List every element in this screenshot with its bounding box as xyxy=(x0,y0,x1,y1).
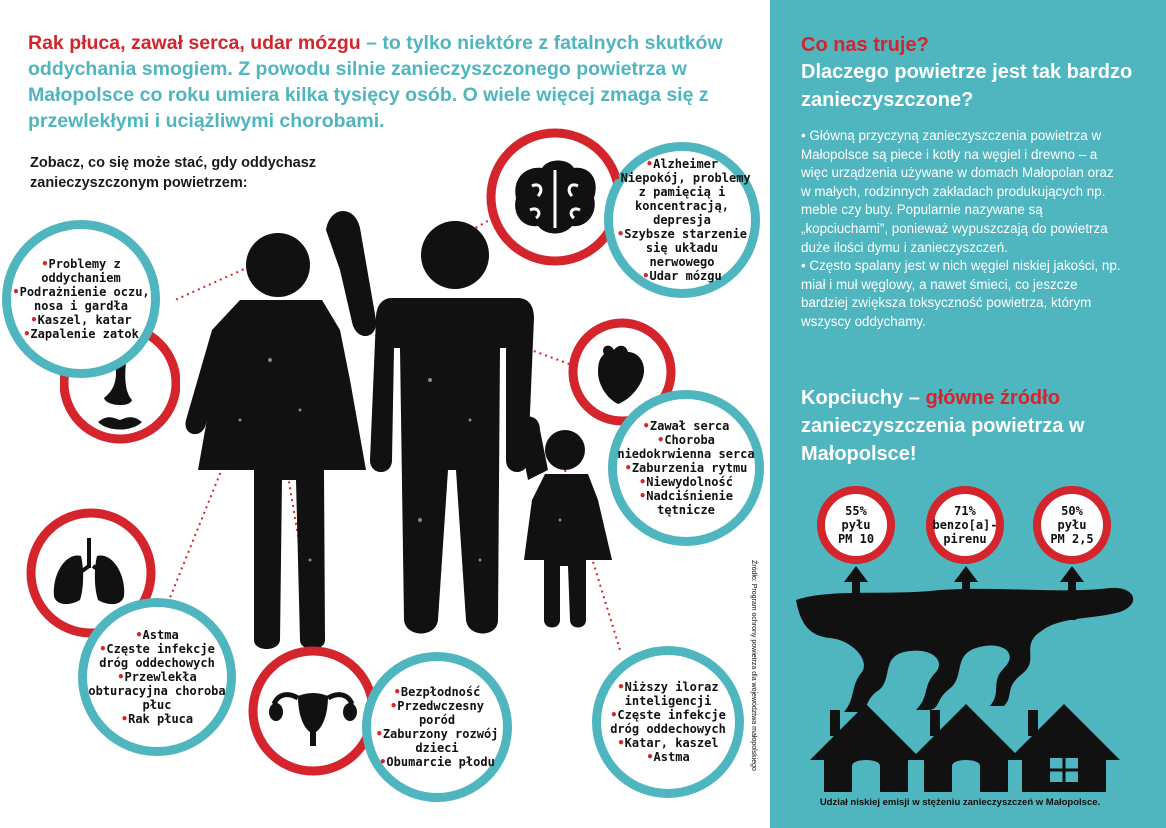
effect-heart-1: • Zawał serca xyxy=(643,419,730,433)
effect-child-4: • Astma xyxy=(646,750,689,764)
effect-child-1: • Niższy iloraz inteligencji xyxy=(601,680,735,708)
effect-brain-1: • Alzheimer xyxy=(646,157,718,171)
effect-brain-4: • Udar mózgu xyxy=(642,269,721,283)
effect-nose-1: • Problemy z oddychaniem xyxy=(11,257,151,285)
effects-brain xyxy=(604,142,760,298)
kop-white-2: zanieczyszczenia powietrza w Małopolsce! xyxy=(801,415,1085,465)
share-pm25-pct: 50% xyxy=(1061,504,1083,518)
effect-uterus-4: • Obumarcie płodu xyxy=(379,755,495,769)
effect-brain-2: • Niepokój, problemy z pamięcią i koncentracją, depresja xyxy=(613,171,751,227)
brain-icon xyxy=(486,128,624,266)
share-pm10-l2: PM 10 xyxy=(837,532,875,546)
effect-lungs-3: • Przewlekła obturacyjna choroba płuc xyxy=(87,670,227,712)
effect-brain-3: • Szybsze starzenie się układu nerwowego xyxy=(613,227,751,269)
share-bap-l2: pirenu xyxy=(943,532,987,546)
kop-white-1: Kopciuchy – xyxy=(801,387,926,409)
panel-question: Dlaczego powietrze jest tak bardzo zanieczyszczone? xyxy=(801,61,1133,111)
effect-nose-3: • Kaszel, katar xyxy=(30,313,131,327)
panel-bullets xyxy=(801,127,1126,332)
kopciuchy-heading xyxy=(801,384,1141,468)
effects-heart xyxy=(608,390,764,546)
headline-highlight: Rak płuca, zawał serca, udar mózgu xyxy=(28,32,361,54)
share-pm25-l2: PM 2,5 xyxy=(1050,532,1094,546)
effect-lungs-1: • Astma xyxy=(135,628,178,642)
effect-nose-2: • Podrażnienie oczu, nosa i gardła xyxy=(11,285,151,313)
smoke-cloud xyxy=(796,588,1133,712)
illustration-caption: Udział niskiej emisji w stężeniu zanieczyszczeń w Małopolsce. xyxy=(819,797,1101,808)
effects-lungs xyxy=(78,598,236,756)
share-bap-pct: 71% xyxy=(954,504,976,518)
woman-silhouette xyxy=(185,211,376,649)
effect-heart-3: • Zaburzenia rytmu xyxy=(625,461,748,475)
effect-heart-5: • Nadciśnienie tętnicze xyxy=(617,489,755,517)
kop-red: główne źródło xyxy=(925,387,1060,409)
effect-child-2: • Częste infekcje dróg oddechowych xyxy=(601,708,735,736)
effects-child xyxy=(592,646,744,798)
panel-bullet-2: • Często spalany jest w nich węgiel niskiej jakości, np. miał i muł węglowy, a nawet śmieci, co jeszcze bardziej zwiększa toksyczność powietrza, którym wszyscy oddychamy. xyxy=(801,258,1121,329)
man-silhouette xyxy=(370,221,534,634)
share-pm10-l1: pyłu xyxy=(841,518,871,532)
panel-bullet-1: • Główną przyczyną zanieczyszczenia powietrza w Małopolsce są piece i kotły na węgiel i drewno – a więc urządzenia używane w domach Małopolan oraz w małych, rodzinnych zakładach produkujących np. meble czy buty. Popularnie nazywane są „kopciuchami”, ponieważ wypuszczają do powietrza duże ilości dymu i zanieczyszczeń. xyxy=(801,128,1114,255)
effect-heart-2: • Choroba niedokrwienna serca xyxy=(617,433,755,461)
headline-rest: – to tylko niektóre z fatalnych skutków oddychania smogiem. Z powodu silnie zanieczyszczonego powietrza w Małopolsce co roku umiera kilka tysięcy osób. O wiele więcej zmaga się z przewlekłymi i uciążliwymi chorobami. xyxy=(28,32,723,132)
share-pm10-pct: 55% xyxy=(845,504,867,518)
uterus-icon xyxy=(248,646,378,776)
share-pm25 xyxy=(1033,486,1111,564)
panel-question-red: Co nas truje? xyxy=(801,34,929,56)
effect-lungs-2: • Częste infekcje dróg oddechowych xyxy=(87,642,227,670)
effects-uterus xyxy=(362,652,512,802)
effect-child-3: • Katar, kaszel xyxy=(617,736,718,750)
effects-nose xyxy=(2,220,160,378)
effect-lungs-4: • Rak płuca xyxy=(121,712,193,726)
effect-heart-4: • Niewydolność xyxy=(639,475,733,489)
effect-uterus-3: • Zaburzony rozwój dzieci xyxy=(371,727,503,755)
effect-uterus-2: • Przedwczesny poród xyxy=(371,699,503,727)
source-note: Źródło: Program ochrony powietrza dla województwa małopolskiego xyxy=(750,560,757,771)
houses-smoke-illustration xyxy=(790,560,1150,795)
share-pm10 xyxy=(817,486,895,564)
effect-uterus-1: • Bezpłodność xyxy=(394,685,481,699)
share-bap-l1: benzo[a]- xyxy=(932,518,998,532)
share-benzopyrene xyxy=(926,486,1004,564)
child-silhouette xyxy=(518,417,612,628)
effect-nose-4: • Zapalenie zatok xyxy=(23,327,139,341)
intro-text: Zobacz, co się może stać, gdy oddychasz zanieczyszczonym powietrzem: xyxy=(30,155,317,191)
share-pm25-l1: pyłu xyxy=(1057,518,1087,532)
